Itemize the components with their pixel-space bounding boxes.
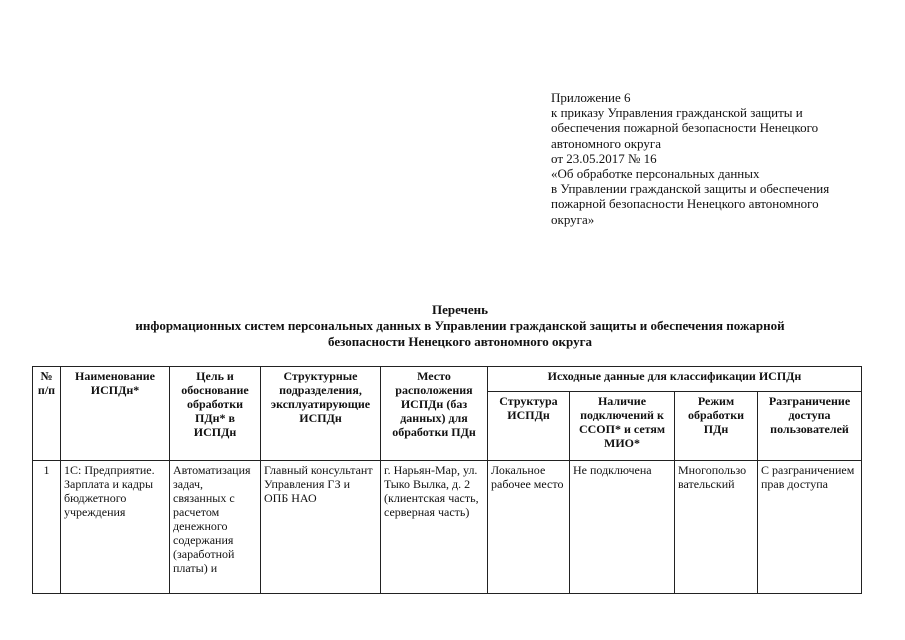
header-structure: Структура ИСПДн	[488, 392, 570, 461]
header-mode: Режим обработки ПДн	[675, 392, 758, 461]
cell-location: г. Нарьян-Мар, ул. Тыко Вылка, д. 2 (клиентская часть, серверная часть)	[381, 461, 488, 594]
appendix-line: автономного округа	[551, 135, 661, 151]
table-header-row	[33, 367, 862, 392]
appendix-line: пожарной безопасности Ненецкого автономного	[551, 196, 819, 212]
cell-name: 1С: Предприятие. Зарплата и кадры бюджетного учреждения	[61, 461, 170, 594]
appendix-line: от 23.05.2017 № 16	[551, 150, 657, 166]
ispdn-table	[32, 366, 862, 594]
header-name: Наименование ИСПДн*	[61, 367, 170, 461]
appendix-line: Приложение 6	[551, 90, 631, 105]
appendix-line: «Об обработке персональных данных	[551, 166, 760, 182]
table-row	[33, 461, 862, 594]
appendix-line: к приказу Управления гражданской защиты и	[551, 105, 803, 121]
header-access: Разграничение доступа пользователей	[758, 392, 862, 461]
header-location: Место расположения ИСПДн (баз данных) для обработки ПДн	[381, 367, 488, 461]
appendix-block	[551, 90, 871, 227]
document-title	[60, 302, 860, 350]
header-group: Исходные данные для классификации ИСПДн	[488, 367, 862, 392]
appendix-line: округа»	[551, 211, 595, 227]
cell-mode: Многопользо вательский	[675, 461, 758, 594]
title-line-2: информационных систем персональных данных в Управлении гражданской защиты и обеспечения пожарной	[135, 318, 785, 333]
header-connections: Наличие подключений к ССОП* и сетям МИО*	[570, 392, 675, 461]
title-line-1: Перечень	[431, 302, 489, 317]
cell-structure: Локальное рабочее место	[488, 461, 570, 594]
header-num: № п/п	[33, 367, 61, 461]
cell-purpose: Автоматизация задач, связанных с расчетом денежного содержания (заработной платы) и	[170, 461, 261, 594]
cell-access: С разграничением прав доступа	[758, 461, 862, 594]
cell-num: 1	[33, 461, 61, 594]
appendix-line: обеспечения пожарной безопасности Ненецкого	[551, 120, 819, 136]
header-units: Структурные подразделения, эксплуатирующие ИСПДн	[261, 367, 381, 461]
appendix-line: в Управлении гражданской защиты и обеспечения	[551, 181, 830, 197]
header-purpose: Цель и обоснование обработки ПДн* в ИСПДн	[170, 367, 261, 461]
cell-connections: Не подключена	[570, 461, 675, 594]
cell-units: Главный консультант Управления ГЗ и ОПБ НАО	[261, 461, 381, 594]
title-line-3: безопасности Ненецкого автономного округа	[328, 334, 592, 349]
